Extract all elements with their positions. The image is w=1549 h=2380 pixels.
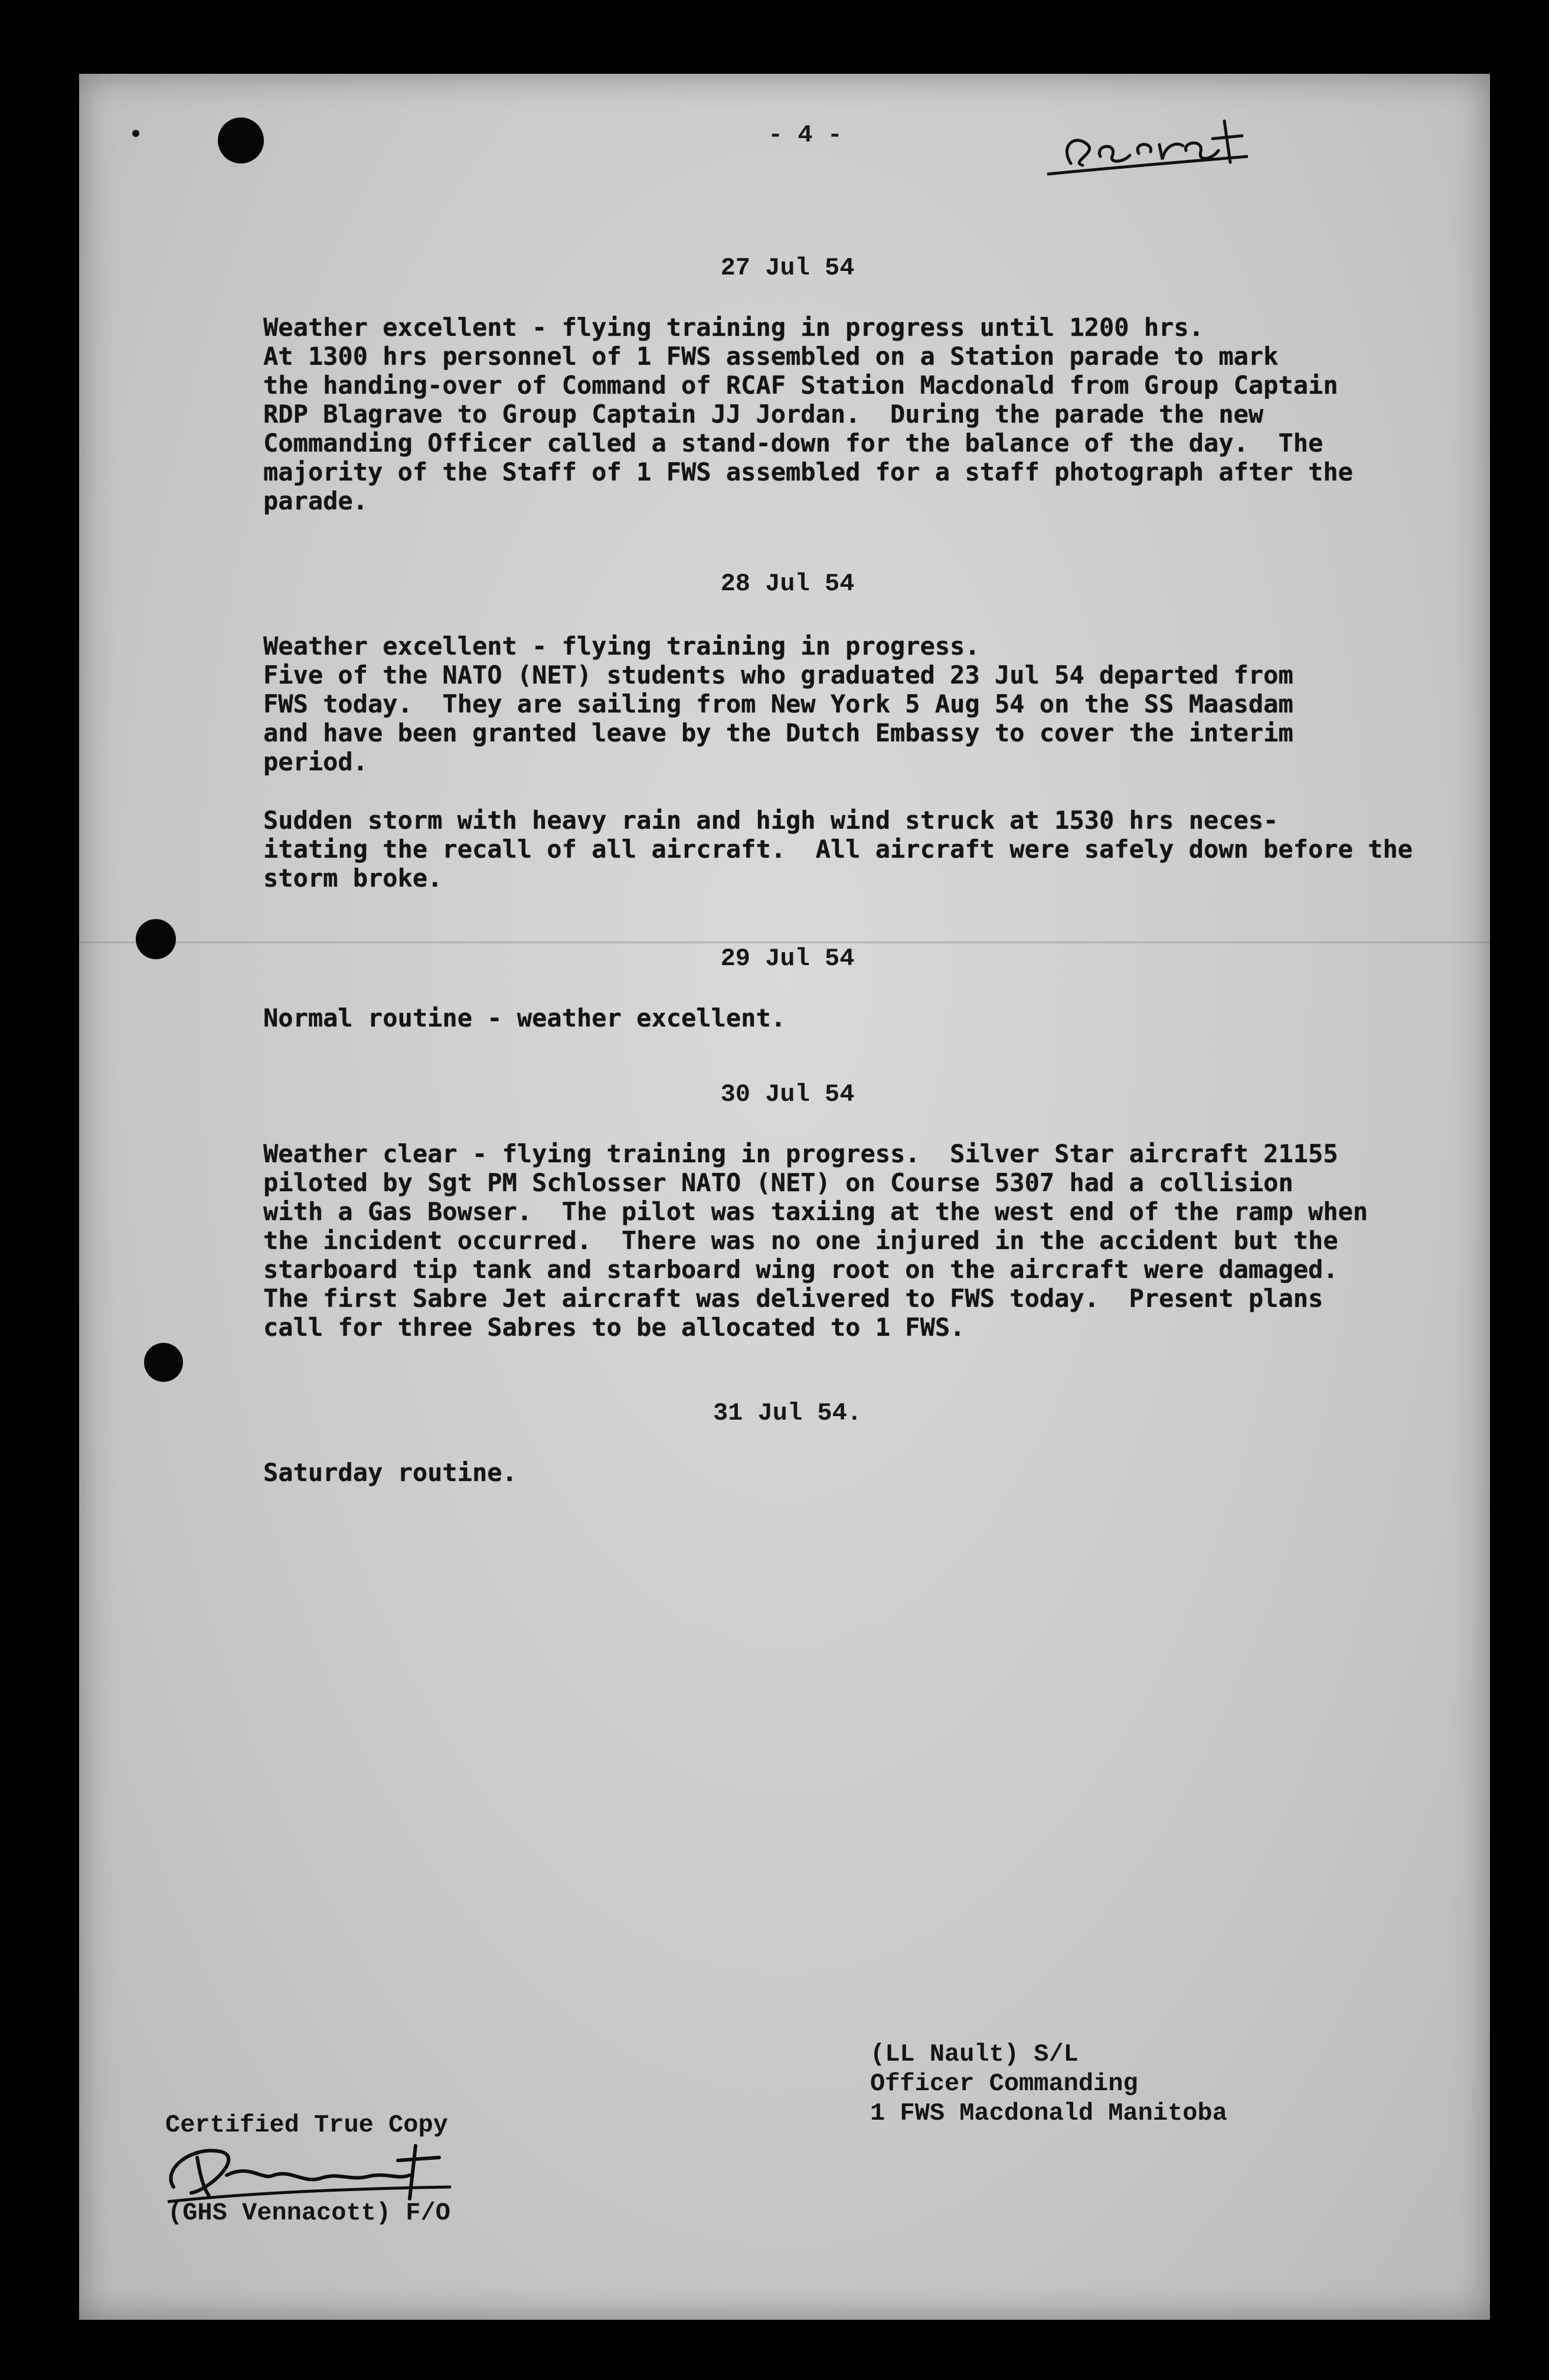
punch-hole-lower bbox=[144, 1343, 183, 1382]
certification-signatory: (GHS Vennacott) F/O bbox=[168, 2199, 450, 2227]
entry-date: 27 Jul 54 bbox=[720, 254, 855, 282]
entry-date: 30 Jul 54 bbox=[720, 1080, 855, 1109]
signature-block bbox=[870, 2039, 1227, 2128]
page-fold-line bbox=[79, 941, 1490, 943]
signatory-unit: 1 FWS Macdonald Manitoba bbox=[870, 2099, 1227, 2127]
entry-paragraph: Weather clear - flying training in progress. Silver Star aircraft 21155 piloted by Sgt PM Schlosser NATO (NET) on Course 5307 had a collision with a Gas Bowser. The pilot was taxiing at the west end of the ramp when the incident occurred. There was no one injured in the accident but the starboard tip tank and starboard wing root on the aircraft were damaged. The first Sabre Jet aircraft was delivered to FWS today. Present plans call for three Sabres to be allocated to 1 FWS. bbox=[263, 1139, 1368, 1342]
entry-paragraph: Normal routine - weather excellent. bbox=[263, 1003, 786, 1032]
entry-date: 28 Jul 54 bbox=[720, 570, 855, 598]
entry-date: 31 Jul 54. bbox=[713, 1399, 862, 1427]
entry-paragraph: Sudden storm with heavy rain and high wind struck at 1530 hrs neces- itating the recall of all aircraft. All aircraft were safely down before the storm broke. bbox=[263, 806, 1413, 892]
secret-handwritten-mark bbox=[1035, 109, 1260, 192]
punch-hole-top bbox=[218, 117, 264, 164]
signatory-title: Officer Commanding bbox=[870, 2070, 1138, 2098]
entry-paragraph: Saturday routine. bbox=[263, 1458, 517, 1487]
document-page bbox=[79, 74, 1490, 2320]
page-number: - 4 - bbox=[767, 121, 843, 149]
entry-paragraph: Weather excellent - flying training in progress until 1200 hrs. At 1300 hrs personnel of 1 FWS assembled on a Station parade to mark the handing-over of Command of RCAF Station Macdonald from Group Captain RDP Blagrave to Group Captain JJ Jordan. During the parade the new Commanding Officer called a stand-down for the balance of the day. The majority of the Staff of 1 FWS assembled for a staff photograph after the parade. bbox=[263, 313, 1353, 515]
entry-date: 29 Jul 54 bbox=[720, 944, 855, 973]
punch-hole-middle bbox=[136, 919, 176, 959]
certification-label: Certified True Copy bbox=[165, 2111, 448, 2139]
signatory-name: (LL Nault) S/L bbox=[870, 2040, 1079, 2068]
entry-paragraph: Weather excellent - flying training in progress. Five of the NATO (NET) students who graduated 23 Jul 54 departed from FWS today. They are sailing from New York 5 Aug 54 on the SS Maasdam and have been granted leave by the Dutch Embassy to cover the interim period. bbox=[263, 632, 1293, 776]
ink-speck bbox=[132, 130, 139, 137]
